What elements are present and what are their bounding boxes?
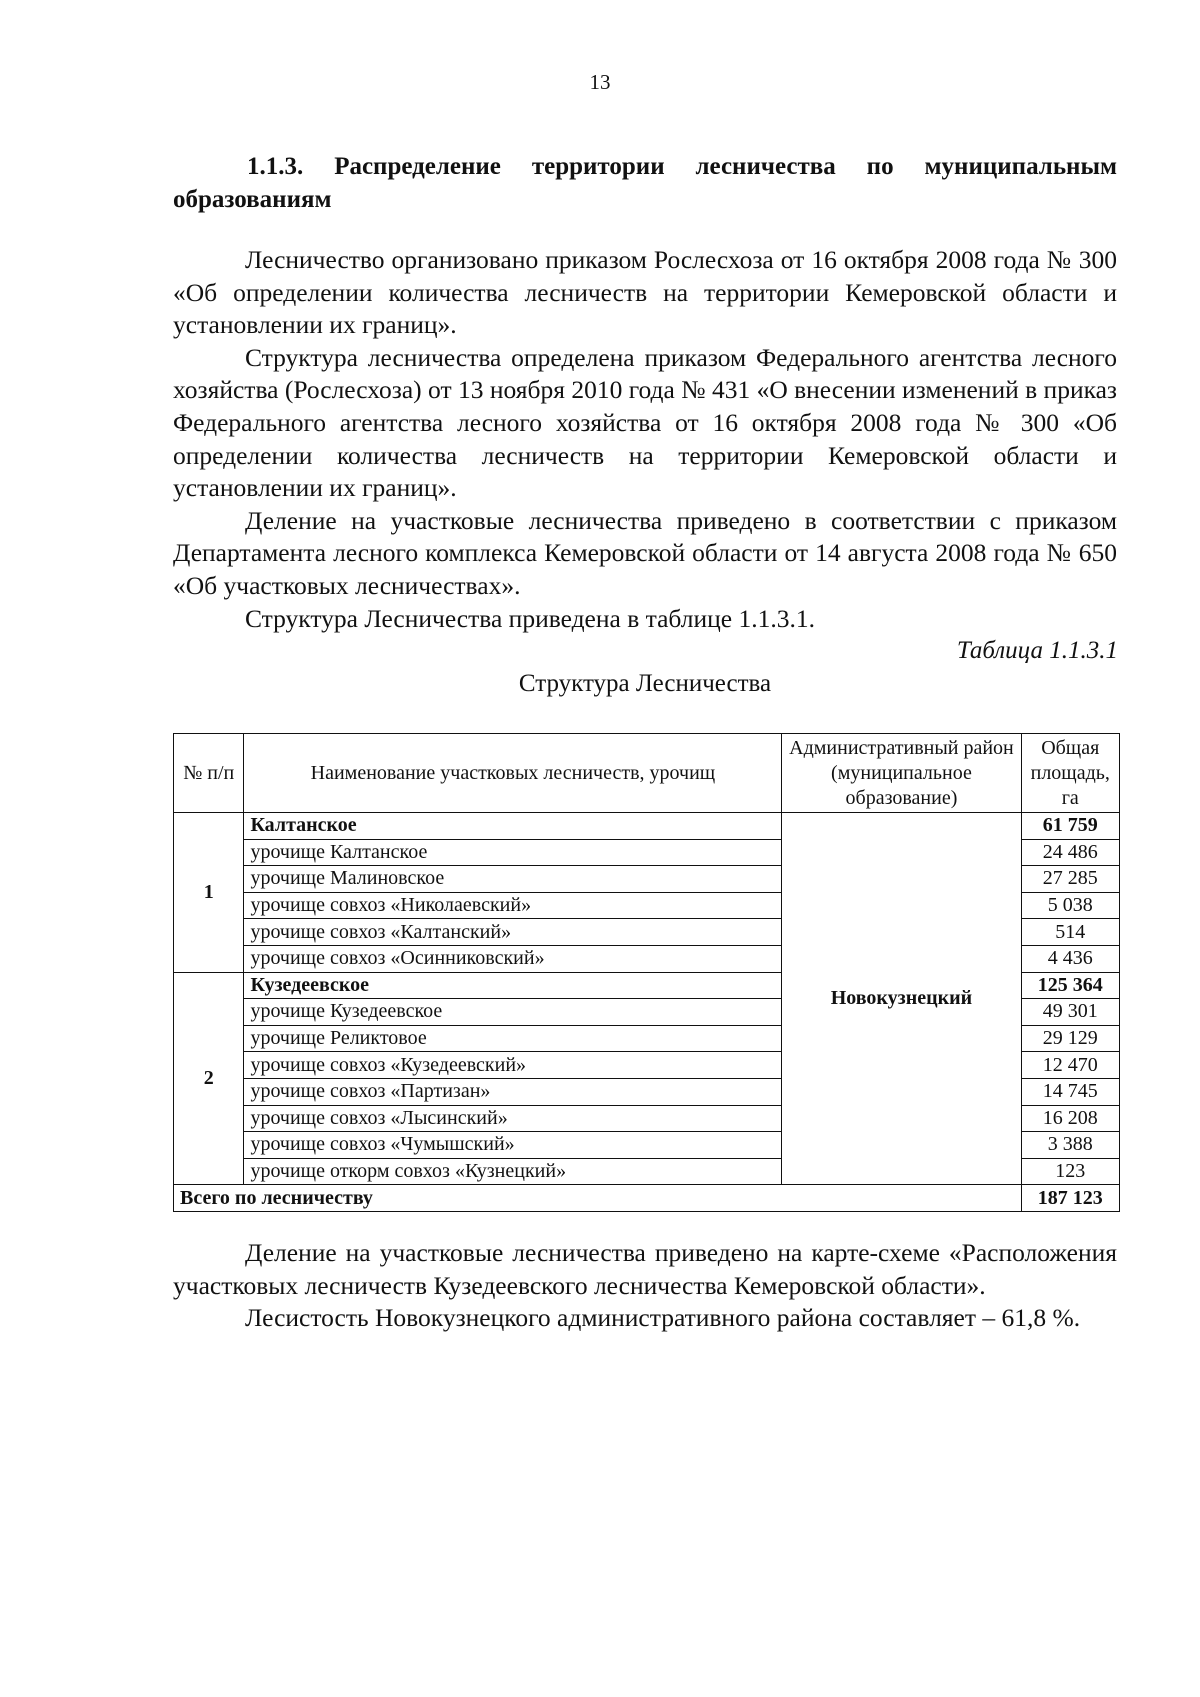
row-area: 16 208: [1021, 1105, 1120, 1132]
table-row: [174, 813, 1120, 840]
header-district: Административный район (муниципальное образование): [782, 734, 1021, 813]
row-name: Калтанское: [244, 813, 782, 840]
header-name: Наименование участковых лесничеств, урочищ: [244, 734, 782, 813]
row-name: урочище совхоз «Лысинский»: [244, 1105, 782, 1132]
row-name: урочище совхоз «Николаевский»: [244, 892, 782, 919]
row-area: 5 038: [1021, 892, 1120, 919]
paragraph: Структура лесничества определена приказом Федерального агентства лесного хозяйства (Рослесхоза) от 13 ноября 2010 года № 431 «О внесении изменений в приказ Федерального агентства лесного хозяйства от 16 октября 2008 года № 300 «Об определении количества лесничеств на территории Кемеровской области и установлении их границ».: [173, 342, 1117, 503]
paragraph: Лесничество организовано приказом Рослесхоза от 16 октября 2008 года № 300 «Об определении количества лесничеств на территории Кемеровской области и установлении их границ».: [173, 245, 1117, 340]
group-number: 1: [174, 813, 244, 973]
district-name: Новокузнецкий: [782, 813, 1021, 1185]
row-name: урочище откорм совхоз «Кузнецкий»: [244, 1158, 782, 1185]
row-area: 61 759: [1021, 813, 1120, 840]
paragraph: Лесистость Новокузнецкого административного района составляет – 61,8 %.: [245, 1303, 1081, 1333]
row-name: урочище совхоз «Партизан»: [244, 1078, 782, 1105]
row-area: 49 301: [1021, 999, 1120, 1026]
page-number: 13: [589, 70, 611, 94]
total-area: 187 123: [1021, 1185, 1120, 1212]
section-heading: [173, 150, 1117, 216]
group-number: 2: [174, 972, 244, 1185]
section-heading-line2: образованиям: [173, 186, 332, 213]
paragraph: Деление на участковые лесничества приведено в соответствии с приказом Департамента лесного комплекса Кемеровской области от 14 августа 2008 года № 650 «Об участковых лесничествах».: [173, 505, 1117, 600]
row-name: урочище совхоз «Чумышский»: [244, 1132, 782, 1159]
row-name: урочище совхоз «Калтанский»: [244, 919, 782, 946]
table-title: Структура Лесничества: [518, 670, 772, 697]
row-area: 3 388: [1021, 1132, 1120, 1159]
row-area: 27 285: [1021, 866, 1120, 893]
total-label: Всего по лесничеству: [174, 1185, 1022, 1212]
row-name: урочище Кузедеевское: [244, 999, 782, 1026]
header-area: Общая площадь, га: [1021, 734, 1120, 813]
row-name: урочище совхоз «Осинниковский»: [244, 945, 782, 972]
row-area: 4 436: [1021, 945, 1120, 972]
row-area: 514: [1021, 919, 1120, 946]
row-area: 125 364: [1021, 972, 1120, 999]
closing-text: [173, 1237, 1117, 1335]
row-area: 14 745: [1021, 1078, 1120, 1105]
row-area: 123: [1021, 1158, 1120, 1185]
row-name: Кузедеевское: [244, 972, 782, 999]
row-name: урочище Малиновское: [244, 866, 782, 893]
paragraph: Структура Лесничества приведена в таблице 1.1.3.1.: [245, 603, 815, 633]
row-name: урочище совхоз «Кузедеевский»: [244, 1052, 782, 1079]
row-area: 12 470: [1021, 1052, 1120, 1079]
section-heading-line1: 1.1.3. Распределение территории лесничества по муниципальным: [247, 153, 1117, 180]
row-name: урочище Калтанское: [244, 839, 782, 866]
table-header-row: [174, 734, 1120, 813]
table-label: Таблица 1.1.3.1: [956, 637, 1118, 664]
table-total-row: [174, 1185, 1120, 1212]
row-area: 29 129: [1021, 1025, 1120, 1052]
structure-table: [173, 733, 1120, 1212]
row-name: урочище Реликтовое: [244, 1025, 782, 1052]
intro-text: [173, 244, 1117, 635]
row-area: 24 486: [1021, 839, 1120, 866]
header-num: № п/п: [174, 734, 244, 813]
paragraph: Деление на участковые лесничества приведено на карте-схеме «Расположения участковых лесничеств Кузедеевского лесничества Кемеровской области».: [173, 1238, 1117, 1300]
